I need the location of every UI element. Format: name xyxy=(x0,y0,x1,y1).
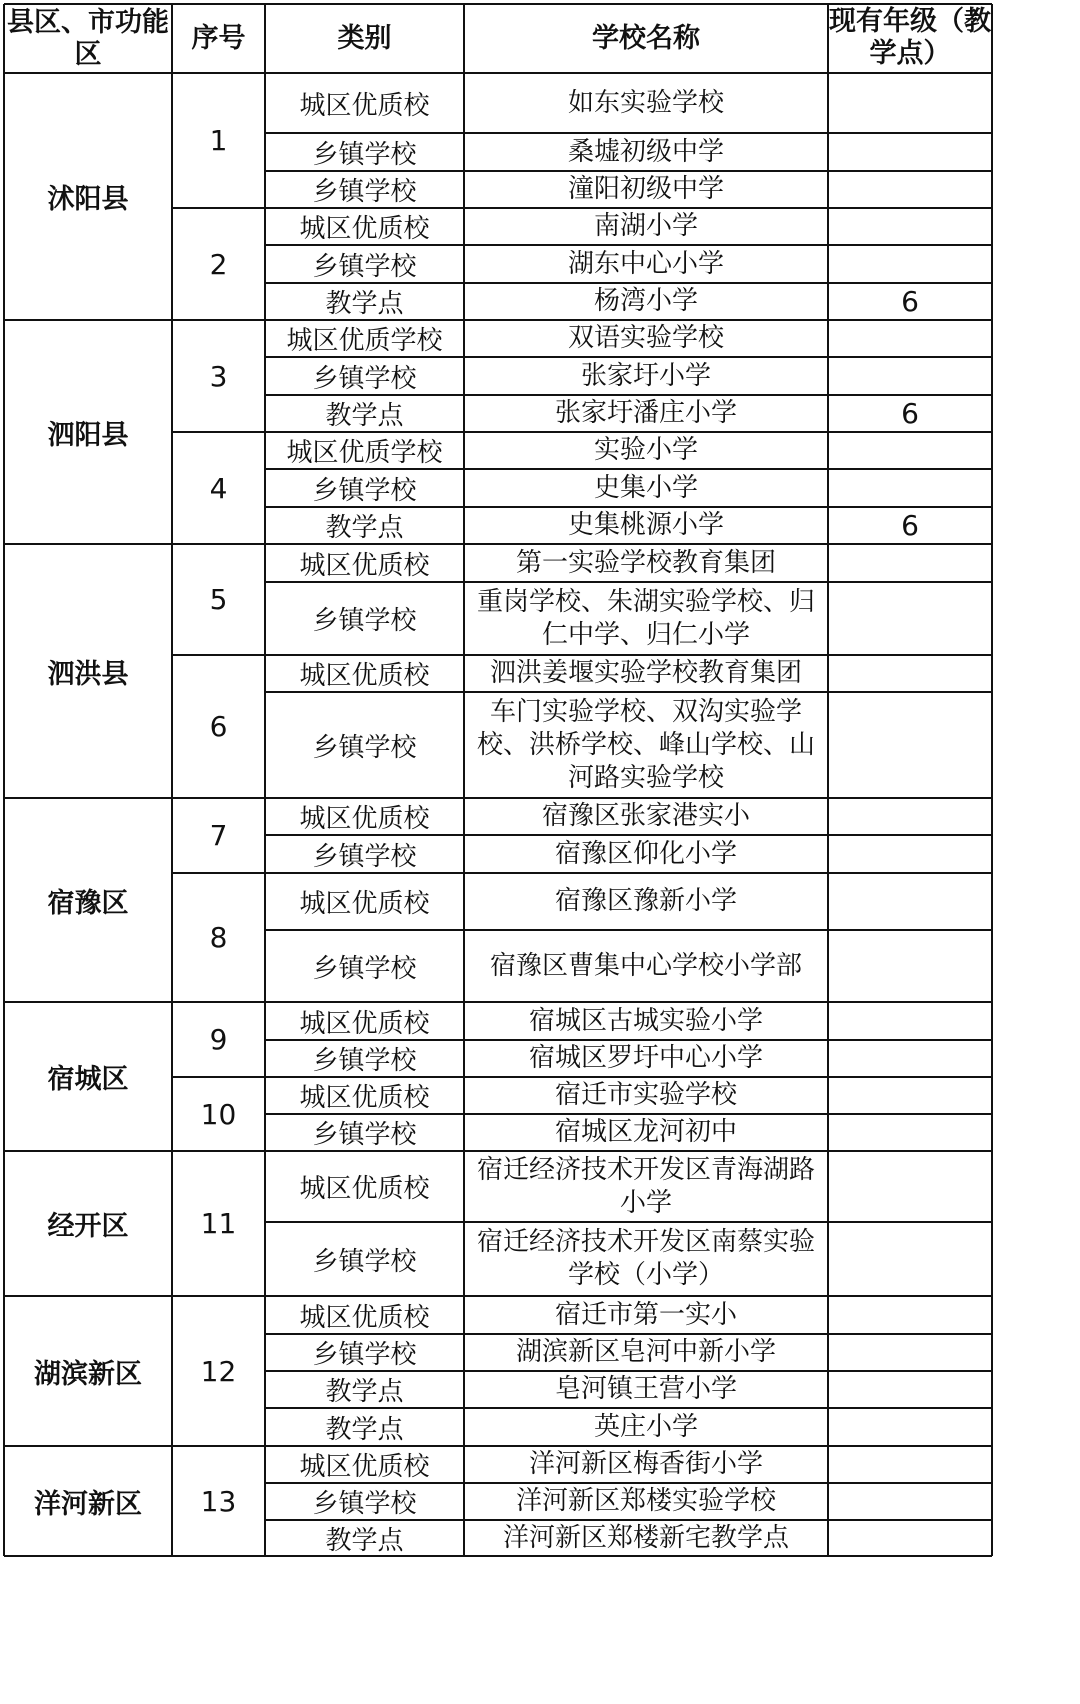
school-name-cell: 桑墟初级中学 xyxy=(567,136,724,167)
school-name-cell: 湖东中心小学 xyxy=(567,248,724,279)
district-cell: 经开区 xyxy=(47,1211,129,1242)
category-cell: 城区优质校 xyxy=(299,1452,430,1482)
district-cell: 宿豫区 xyxy=(47,887,129,919)
number-cell: 11 xyxy=(200,1207,237,1240)
school-name-cell: 宿豫区曹集中心学校小学部 xyxy=(489,950,802,981)
school-name-cell: 史集小学 xyxy=(593,472,698,503)
category-cell: 乡镇学校 xyxy=(312,841,417,872)
number-cell: 8 xyxy=(209,921,228,954)
school-name-cell: 杨湾小学 xyxy=(593,286,698,316)
school-name-cell: 宿豫区仰化小学 xyxy=(554,838,737,869)
number-cell: 3 xyxy=(209,359,228,393)
grade-cell xyxy=(828,432,992,469)
number-cell: 9 xyxy=(209,1023,228,1056)
grade-cell xyxy=(828,1222,992,1296)
grade-cell xyxy=(828,208,992,245)
district-cell: 泗洪县 xyxy=(47,658,129,690)
grade-cell xyxy=(828,1520,992,1556)
school-name-cell: 张家圩潘庄小学 xyxy=(554,398,737,428)
category-cell: 城区优质校 xyxy=(299,550,430,581)
school-name-cell: 洋河新区郑楼实验学校 xyxy=(515,1486,776,1516)
grade-cell xyxy=(828,692,992,798)
grade-cell xyxy=(828,1114,992,1151)
grade-cell xyxy=(828,1002,992,1040)
category-cell: 乡镇学校 xyxy=(312,363,417,394)
school-name-cell: 史集桃源小学 xyxy=(567,510,724,540)
school-name-cell: 宿城区龙河初中 xyxy=(554,1117,737,1147)
grade-cell xyxy=(828,873,992,930)
v-rule xyxy=(171,4,173,1556)
grade-cell: 6 xyxy=(901,397,919,430)
school-name-cell: 宿豫区豫新小学 xyxy=(554,886,737,916)
category-cell: 教学点 xyxy=(325,401,404,431)
grade-cell xyxy=(828,133,992,171)
category-cell: 乡镇学校 xyxy=(312,1046,417,1076)
grade-cell xyxy=(828,357,992,395)
number-cell: 5 xyxy=(209,583,228,616)
grade-cell xyxy=(828,1077,992,1114)
category-cell: 城区优质校 xyxy=(299,1174,430,1204)
v-rule xyxy=(991,4,993,1556)
school-name-cell: 宿城区古城实验小学 xyxy=(528,1005,763,1036)
grade-cell xyxy=(828,835,992,873)
category-cell: 教学点 xyxy=(325,289,404,319)
grade-cell xyxy=(828,1446,992,1483)
district-cell: 泗阳县 xyxy=(47,419,129,451)
category-cell: 教学点 xyxy=(325,1525,404,1556)
school-name-cell: 如东实验学校 xyxy=(567,87,724,118)
grade-cell xyxy=(828,655,992,692)
district-cell: 湖滨新区 xyxy=(34,1358,142,1390)
school-name-cell: 洋河新区郑楼新宅教学点 xyxy=(502,1522,789,1553)
category-cell: 城区优质校 xyxy=(299,1302,430,1333)
grade-cell xyxy=(828,1371,992,1408)
category-cell: 乡镇学校 xyxy=(312,606,417,636)
h-rule xyxy=(4,72,992,74)
category-cell: 乡镇学校 xyxy=(312,1120,417,1150)
number-cell: 6 xyxy=(209,710,228,743)
category-cell: 城区优质校 xyxy=(299,804,430,834)
header-category: 类别 xyxy=(337,22,392,54)
category-cell: 城区优质校 xyxy=(299,889,430,919)
school-name-cell: 潼阳初级中学 xyxy=(567,174,724,204)
number-cell: 2 xyxy=(209,247,228,281)
category-cell: 乡镇学校 xyxy=(312,177,417,207)
school-name-cell: 实验小学 xyxy=(593,435,698,465)
grade-cell xyxy=(828,171,992,208)
number-cell: 1 xyxy=(209,124,228,157)
school-name-cell: 皂河镇王营小学 xyxy=(554,1374,737,1404)
school-name-cell: 宿城区罗圩中心小学 xyxy=(528,1043,763,1073)
v-rule xyxy=(264,4,266,1556)
grade-cell xyxy=(828,1483,992,1520)
header-grade: 现有年级（教学点） xyxy=(829,6,991,69)
category-cell: 城区优质校 xyxy=(299,1008,430,1039)
category-cell: 乡镇学校 xyxy=(312,732,417,763)
grade-cell xyxy=(828,1408,992,1446)
district-cell: 沭阳县 xyxy=(47,184,129,215)
v-rule xyxy=(827,4,829,1556)
grade-cell xyxy=(828,582,992,655)
category-cell: 乡镇学校 xyxy=(312,251,417,282)
grade-cell xyxy=(828,544,992,582)
h-rule xyxy=(4,3,992,5)
category-cell: 教学点 xyxy=(325,513,404,543)
grade-cell xyxy=(828,320,992,357)
grade-cell xyxy=(828,798,992,835)
category-cell: 乡镇学校 xyxy=(312,953,417,984)
school-name-cell: 洋河新区梅香街小学 xyxy=(528,1449,763,1479)
number-cell: 12 xyxy=(200,1354,237,1388)
category-cell: 乡镇学校 xyxy=(312,139,417,170)
category-cell: 城区优质校 xyxy=(299,661,430,691)
school-name-cell: 第一实验学校教育集团 xyxy=(515,547,776,578)
school-name-cell: 南湖小学 xyxy=(593,211,698,241)
school-name-cell: 重岗学校、朱湖实验学校、归仁中学、归仁小学 xyxy=(476,586,815,650)
school-name-cell: 湖滨新区皂河中新小学 xyxy=(515,1337,776,1367)
v-rule xyxy=(463,4,465,1556)
school-name-cell: 宿迁市实验学校 xyxy=(554,1080,737,1110)
category-cell: 城区优质学校 xyxy=(286,438,443,468)
number-cell: 7 xyxy=(209,819,228,852)
header-school: 学校名称 xyxy=(592,22,700,54)
grade-cell xyxy=(828,469,992,507)
district-cell: 宿城区 xyxy=(47,1064,129,1095)
grade-cell xyxy=(828,245,992,283)
header-district: 县区、市功能区 xyxy=(7,6,169,70)
grade-cell xyxy=(828,930,992,1002)
school-name-cell: 双语实验学校 xyxy=(567,323,724,353)
school-name-cell: 英庄小学 xyxy=(593,1411,698,1442)
grade-cell xyxy=(828,1334,992,1371)
category-cell: 乡镇学校 xyxy=(312,1340,417,1370)
number-cell: 4 xyxy=(209,471,228,505)
category-cell: 城区优质校 xyxy=(299,90,430,121)
school-name-cell: 宿豫区张家港实小 xyxy=(541,801,750,831)
category-cell: 城区优质校 xyxy=(299,1083,430,1113)
school-name-cell: 泗洪姜堰实验学校教育集团 xyxy=(489,658,802,688)
grade-cell xyxy=(828,1296,992,1334)
grade-cell xyxy=(828,1151,992,1222)
school-name-cell: 宿迁经济技术开发区南蔡实验学校（小学） xyxy=(476,1227,815,1290)
grade-cell xyxy=(828,1040,992,1077)
category-cell: 乡镇学校 xyxy=(312,1246,417,1277)
v-rule xyxy=(3,4,5,1556)
number-cell: 10 xyxy=(200,1097,237,1131)
number-cell: 13 xyxy=(200,1484,237,1518)
school-name-cell: 车门实验学校、双沟实验学校、洪桥学校、峰山学校、山河路实验学校 xyxy=(476,696,815,793)
school-name-cell: 张家圩小学 xyxy=(580,360,711,391)
category-cell: 教学点 xyxy=(325,1377,404,1407)
school-name-cell: 宿迁经济技术开发区青海湖路小学 xyxy=(476,1154,815,1218)
grade-cell: 6 xyxy=(901,285,919,318)
category-cell: 教学点 xyxy=(325,1414,404,1445)
h-rule xyxy=(4,1555,992,1557)
grade-cell xyxy=(828,73,992,133)
school-name-cell: 宿迁市第一实小 xyxy=(554,1299,737,1330)
category-cell: 乡镇学校 xyxy=(312,475,417,506)
grade-cell: 6 xyxy=(901,509,919,542)
category-cell: 城区优质学校 xyxy=(286,326,443,356)
header-number: 序号 xyxy=(191,22,246,54)
category-cell: 乡镇学校 xyxy=(312,1489,417,1519)
category-cell: 城区优质校 xyxy=(299,214,430,244)
district-cell: 洋河新区 xyxy=(34,1488,142,1520)
